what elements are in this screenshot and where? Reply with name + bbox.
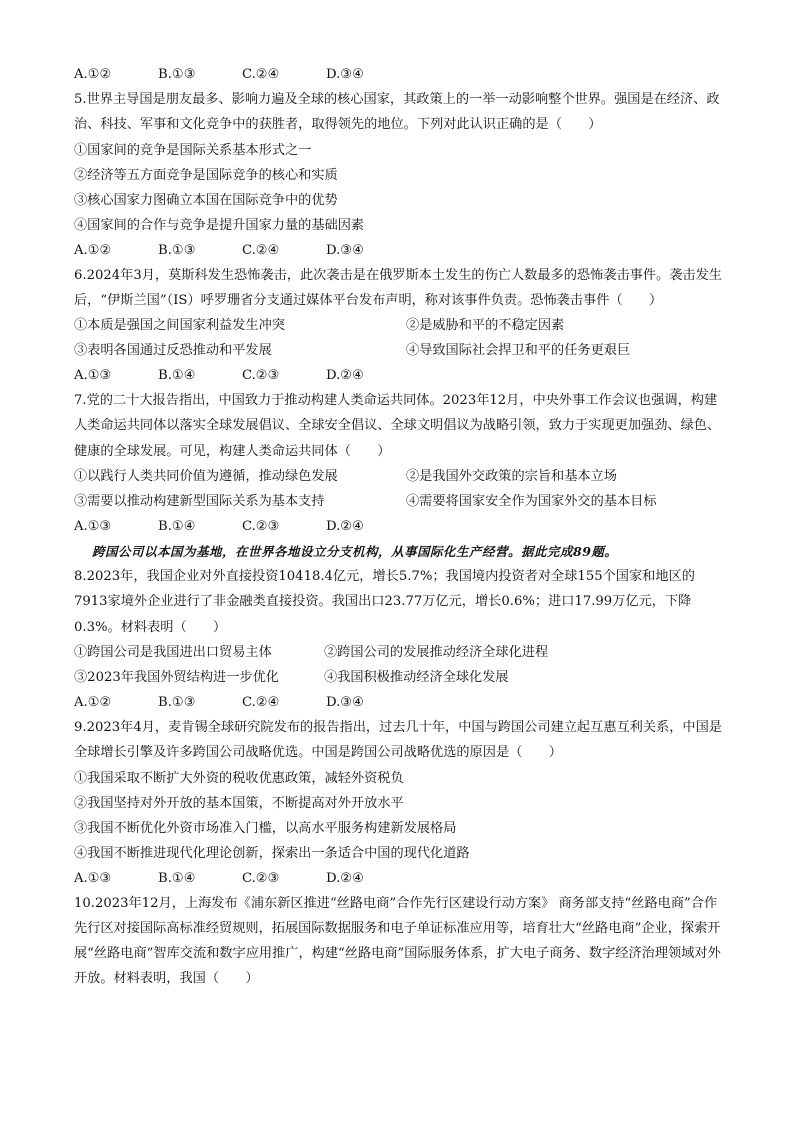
- option-d: D.②④: [326, 870, 364, 886]
- q7-statement-4: ④需要将国家安全作为国家外交的基本目标: [406, 494, 657, 510]
- option-c: C.②④: [242, 694, 280, 710]
- q6-statements-row-1: [74, 313, 724, 338]
- q8-statement-2: ②跨国公司的发展推动经济全球化进程: [324, 644, 549, 660]
- q9-statement-3: ③我国不断优化外资市场准入门槛，以高水平服务构建新发展格局: [74, 820, 457, 836]
- exam-page: [74, 62, 724, 992]
- option-a: A.①②: [74, 67, 112, 82]
- option-d: D.③④: [326, 67, 364, 82]
- q9-statement-1: ①我国采取不断扩大外资的税收优惠政策，减轻外资税负: [74, 770, 404, 786]
- option-d: D.②④: [326, 368, 364, 384]
- q6-statement-3: ③表明各国通过反恐推动和平发展: [74, 343, 272, 359]
- q6-options: [74, 363, 724, 388]
- q5-stem: 5.世界主导国是朋友最多、影响力遍及全球的核心国家，其政策上的一举一动影响整个世界。强国是在经济、政治、科技、军事和文化竞争中的获胜者，取得领先的地位。下列对此认识正确的是（ ）: [74, 92, 720, 133]
- q8-statements-row-2: [74, 665, 724, 690]
- q8-options: [74, 690, 724, 715]
- q8-stem: 8.2023年，我国企业对外直接投资10418.4亿元，增长5.7%；我国境内投资者对全球155个国家和地区的7913家境外企业进行了非金融类直接投资。我国出口23.77万亿元，增长0.6%；进口17.99万亿元，下降0.3%。材料表明（ ）: [74, 569, 695, 635]
- option-a: A.①③: [74, 368, 112, 384]
- q6-statement-1: ①本质是强国之间国家利益发生冲突: [74, 318, 285, 334]
- option-a: A.①②: [74, 694, 112, 710]
- option-c: C.②③: [242, 368, 280, 384]
- option-c: C.②④: [242, 242, 280, 258]
- q7-statement-1: ①以践行人类共同价值为遵循，推动绿色发展: [74, 469, 338, 485]
- q9-options: [74, 866, 724, 891]
- q6-stem: 6.2024年3月，莫斯科发生恐怖袭击，此次袭击是在俄罗斯本土发生的伤亡人数最多的恐怖袭击事件。袭击发生后，“伊斯兰国”（IS）呼罗珊省分支通过媒体平台发布声明，称对该事件负责。恐怖袭击事件（ ）: [74, 267, 722, 308]
- option-d: D.③④: [326, 694, 364, 710]
- option-b: B.①③: [158, 67, 196, 82]
- option-a: A.①③: [74, 519, 112, 535]
- option-b: B.①③: [158, 694, 196, 710]
- q7-options: [74, 514, 724, 539]
- q9-statement-2: ②我国坚持对外开放的基本国策，不断提高对外开放水平: [74, 795, 404, 811]
- q5-statement-3: ③核心国家力图确立本国在国际竞争中的优势: [74, 192, 338, 208]
- option-a: A.①②: [74, 242, 112, 258]
- q9-stem: 9.2023年4月，麦肯锡全球研究院发布的报告指出，过去几十年，中国与跨国公司建立起互惠互利关系，中国是全球增长引擎及许多跨国公司战略优选。中国是跨国公司战略优选的原因是（ ）: [74, 719, 722, 761]
- q6-statements-row-2: [74, 338, 724, 363]
- q7-statement-2: ②是我国外交政策的宗旨和基本立场: [406, 469, 617, 485]
- option-b: B.①③: [158, 242, 196, 258]
- q8-statement-4: ④我国积极推动经济全球化发展: [324, 669, 509, 685]
- q6-statement-2: ②是威胁和平的不稳定因素: [406, 318, 565, 334]
- q8-statement-3: ③2023年我国外贸结构进一步优化: [74, 669, 279, 685]
- option-c: C.②③: [242, 519, 280, 535]
- q7-statement-3: ③需要以推动构建新型国际关系为基本支持: [74, 494, 325, 510]
- q7-stem: 7.党的二十大报告指出，中国致力于推动构建人类命运共同体。2023年12月，中央外事工作会议也强调，构建人类命运共同体以落实全球发展倡议、全球安全倡议、全球文明倡议为战略引领，致力于实现更加强劲、绿色、健康的全球发展。可见，构建人类命运共同体（ ）: [74, 393, 721, 459]
- q5-statement-1: ①国家间的竞争是国际关系基本形式之一: [74, 142, 312, 158]
- q5-statement-4: ④国家间的合作与竞争是提升国家力量的基础因素: [74, 217, 365, 233]
- option-d: D.②④: [326, 519, 364, 535]
- q8-statement-1: ①跨国公司是我国进出口贸易主体: [74, 644, 272, 660]
- q10-stem: 10.2023年12月，上海发布《浦东新区推进“丝路电商”合作先行区建设行动方案》 商务部支持“丝路电商”合作先行区对接国际高标准经贸规则，拓展国际数据服务和电子单证标准应用等，培育壮大“丝路电商”企业，探索开展“丝路电商”智库交流和数字应用推广，构建“丝路电商”国际服务体系，扩大电子商务、数字经济治理领域对外开放。材料表明，我国（ ）: [74, 895, 721, 987]
- option-a: A.①③: [74, 870, 112, 886]
- option-b: B.①④: [158, 368, 196, 384]
- option-d: D.③④: [326, 242, 364, 258]
- q7-statements-row-1: [74, 464, 724, 489]
- q5-options: [74, 238, 724, 263]
- q7-statements-row-2: [74, 489, 724, 514]
- option-b: B.①④: [158, 870, 196, 886]
- option-c: C.②③: [242, 870, 280, 886]
- q5-statement-2: ②经济等五方面竞争是国际竞争的核心和实质: [74, 167, 338, 183]
- q9-statement-4: ④我国不断推进现代化理论创新，探索出一条适合中国的现代化道路: [74, 845, 470, 861]
- q8-statements-row-1: [74, 640, 724, 665]
- material-note: 跨国公司以本国为基地，在世界各地设立分支机构，从事国际化生产经营。据此完成89题。: [92, 544, 618, 560]
- q6-statement-4: ④导致国际社会捍卫和平的任务更艰巨: [406, 343, 631, 359]
- option-b: B.①④: [158, 519, 196, 535]
- option-c: C.②④: [242, 67, 280, 82]
- q4-options: [74, 62, 724, 87]
